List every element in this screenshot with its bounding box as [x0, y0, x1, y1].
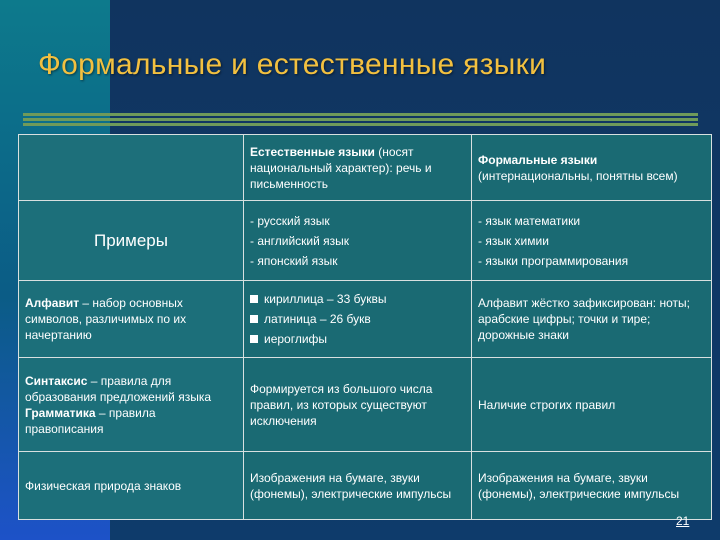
- syntax-label-bold: Синтаксис: [25, 373, 88, 388]
- list-item-text: иероглифы: [264, 332, 328, 346]
- physical-label-cell: Физическая природа знаков: [19, 452, 244, 520]
- physical-natural-cell: Изображения на бумаге, звуки (фонемы), электрические импульсы: [244, 452, 472, 520]
- slide-title: Формальные и естественные языки: [38, 48, 547, 81]
- list-item: - языки программирования: [478, 253, 629, 268]
- square-bullet-icon: [250, 295, 258, 303]
- table-row-alphabet: [19, 281, 712, 358]
- list-item: - русский язык: [250, 213, 330, 228]
- syntax-label: [25, 373, 237, 405]
- square-bullet-icon: [250, 335, 258, 343]
- list-item-text: кириллица – 33 буквы: [264, 292, 387, 306]
- title-divider: [23, 113, 698, 127]
- header-natural-bold: Естественные языки: [250, 144, 375, 159]
- list-item: [250, 329, 465, 349]
- header-empty-cell: [19, 135, 244, 201]
- alphabet-natural-cell: [244, 281, 472, 358]
- grammar-label-bold: Грамматика: [25, 405, 96, 420]
- examples-natural-cell: [244, 201, 472, 281]
- alphabet-formal-cell: Алфавит жёстко зафиксирован: ноты; арабские цифры; точки и тире; дорожные знаки: [472, 281, 712, 358]
- header-natural-rest: (носят национальный характер): речь и письменность: [250, 144, 432, 191]
- list-item: - японский язык: [250, 253, 338, 268]
- header-natural-languages: [244, 135, 472, 201]
- header-formal-rest: (интернациональны, понятны всем): [478, 168, 678, 183]
- syntax-formal-cell: Наличие строгих правил: [472, 358, 712, 452]
- header-formal-languages: [472, 135, 712, 201]
- table-row-header: [19, 135, 712, 201]
- table-row-physical: [19, 452, 712, 520]
- header-formal-bold: Формальные языки: [478, 152, 598, 167]
- list-item: - английский язык: [250, 233, 350, 248]
- grammar-label-rest: – правила правописания: [25, 405, 156, 436]
- table-row-syntax: [19, 358, 712, 452]
- examples-label: Примеры: [94, 230, 168, 250]
- alphabet-label-bold: Алфавит: [25, 296, 80, 310]
- syntax-natural-cell: Формируется из большого числа правил, из которых существуют исключения: [244, 358, 472, 452]
- examples-formal-cell: [472, 201, 712, 281]
- list-item: - язык химии: [478, 233, 549, 248]
- list-item: [250, 309, 465, 329]
- alphabet-label-cell: [19, 281, 244, 358]
- comparison-table: [18, 134, 712, 520]
- alphabet-label-rest: – набор основных символов, различимых по их начертанию: [25, 296, 187, 342]
- syntax-label-cell: [19, 358, 244, 452]
- list-item: - язык математики: [478, 213, 581, 228]
- page-number: 21: [676, 514, 690, 528]
- list-item-text: латиница – 26 букв: [264, 312, 371, 326]
- square-bullet-icon: [250, 315, 258, 323]
- table-row-examples: [19, 201, 712, 281]
- examples-label-cell: [19, 201, 244, 281]
- syntax-label-rest: – правила для образования предложений языка: [25, 373, 212, 404]
- grammar-label: [25, 405, 237, 437]
- physical-formal-cell: Изображения на бумаге, звуки (фонемы), электрические импульсы: [472, 452, 712, 520]
- list-item: [250, 289, 465, 309]
